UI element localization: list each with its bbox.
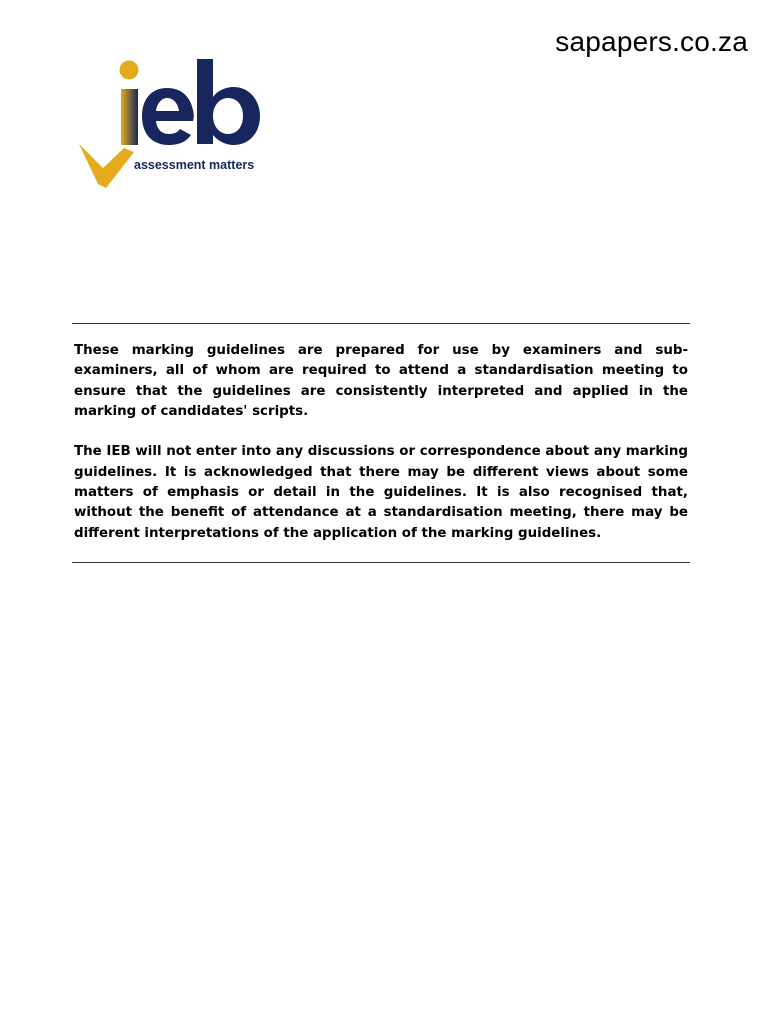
letter-i-dot — [120, 61, 139, 80]
site-url: sapapers.co.za — [555, 26, 748, 57]
notice-paragraph-usage: These marking guidelines are prepared for use by examiners and sub-examiners, all of whom are required to attend a standardisation meeting to ensure that the guidelines are consistently interpreted and applied in the marking of candidates' scripts. — [74, 343, 688, 419]
marking-guidelines-notice — [74, 341, 688, 544]
ieb-logo — [76, 56, 291, 192]
checkmark-icon — [79, 144, 134, 188]
notice-paragraph-disclaimer: The IEB will not enter into any discussions or correspondence about any marking guidelines. It is acknowledged that there may be different views about some matters of emphasis or detail in the guidelines. It is also recognised that, without the benefit of attendance at a standardisation meeting, there may be different interpretations of the application of the marking guidelines. — [74, 444, 688, 541]
bottom-divider — [72, 562, 690, 563]
top-divider — [72, 323, 690, 324]
letter-b — [197, 59, 260, 145]
logo-tagline: assessment matters — [134, 158, 255, 172]
letter-e — [142, 88, 194, 145]
letter-i-stem — [121, 89, 138, 145]
logo-wordmark — [120, 59, 261, 145]
